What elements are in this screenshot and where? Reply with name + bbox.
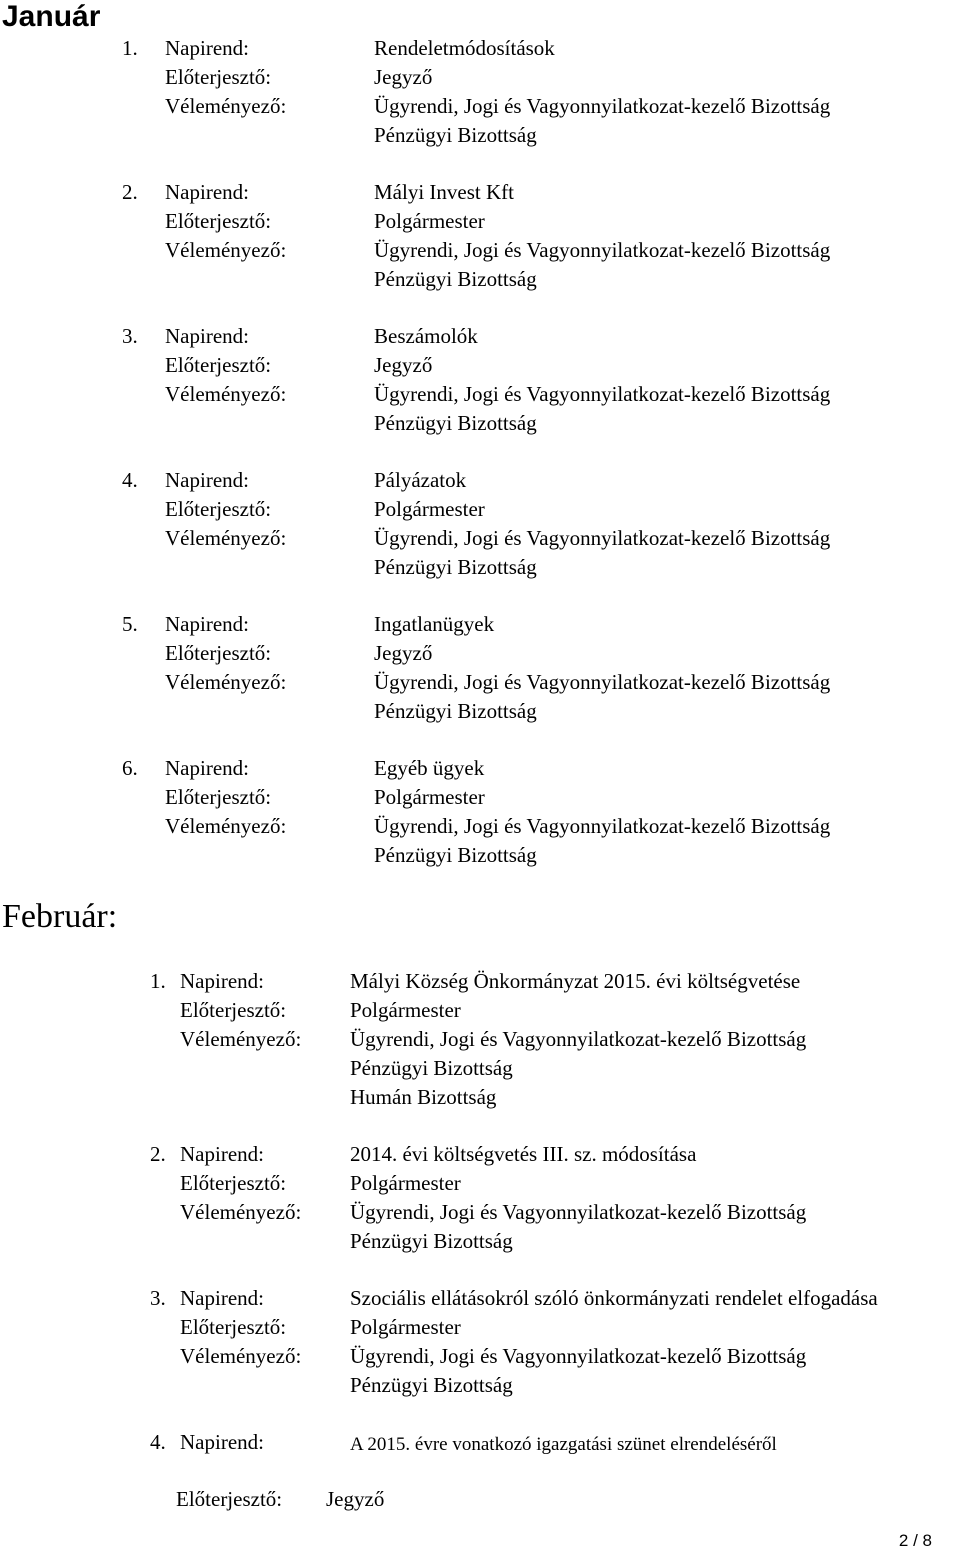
velemenyezo-value: Humán Bizottság	[350, 1085, 497, 1109]
velemenyezo-label: Véleményező:	[165, 382, 287, 406]
velemenyezo-label: Véleményező:	[180, 1027, 302, 1051]
eloterjeszto-label: Előterjesztő:	[180, 1171, 287, 1195]
agenda-topic: Mályi Község Önkormányzat 2015. évi költségvetése	[350, 969, 801, 993]
item-number: 3.	[122, 324, 138, 348]
velemenyezo-value: Pénzügyi Bizottság	[374, 699, 537, 723]
eloterjeszto-label: Előterjesztő:	[165, 641, 272, 665]
agenda-topic: Beszámolók	[374, 324, 478, 348]
velemenyezo-value: Pénzügyi Bizottság	[374, 411, 537, 435]
eloterjeszto-value: Polgármester	[350, 998, 461, 1022]
agenda-topic: Mályi Invest Kft	[374, 180, 514, 204]
item-number: 3.	[150, 1286, 166, 1310]
eloterjeszto-value: Jegyző	[374, 641, 433, 665]
eloterjeszto-value: Jegyző	[374, 353, 433, 377]
eloterjeszto-label: Előterjesztő:	[165, 209, 272, 233]
page-number: 2 / 8	[898, 1531, 932, 1550]
eloterjeszto-label: Előterjesztő:	[165, 785, 272, 809]
item-number: 1.	[122, 36, 138, 60]
eloterjeszto-label: Előterjesztő:	[180, 1315, 287, 1339]
agenda-topic: Pályázatok	[374, 468, 467, 492]
velemenyezo-label: Véleményező:	[180, 1344, 302, 1368]
velemenyezo-value: Pénzügyi Bizottság	[374, 555, 537, 579]
item-number: 5.	[122, 612, 138, 636]
velemenyezo-value: Pénzügyi Bizottság	[350, 1229, 513, 1253]
velemenyezo-value: Ügyrendi, Jogi és Vagyonnyilatkozat-kezelő Bizottság	[350, 1200, 807, 1224]
napirend-label: Napirend:	[165, 324, 249, 348]
velemenyezo-label: Véleményező:	[165, 94, 287, 118]
eloterjeszto-value: Jegyző	[326, 1487, 385, 1511]
velemenyezo-label: Véleményező:	[165, 670, 287, 694]
napirend-label: Napirend:	[180, 969, 264, 993]
napirend-label: Napirend:	[180, 1142, 264, 1166]
velemenyezo-value: Ügyrendi, Jogi és Vagyonnyilatkozat-kezelő Bizottság	[350, 1027, 807, 1051]
january-heading: Január	[2, 0, 101, 33]
napirend-label: Napirend:	[165, 180, 249, 204]
agenda-topic: A 2015. évre vonatkozó igazgatási szünet elrendeléséről	[350, 1434, 777, 1455]
napirend-label: Napirend:	[180, 1430, 264, 1454]
item-number: 4.	[150, 1430, 166, 1454]
napirend-label: Napirend:	[165, 612, 249, 636]
napirend-label: Napirend:	[165, 756, 249, 780]
velemenyezo-value: Ügyrendi, Jogi és Vagyonnyilatkozat-kezelő Bizottság	[374, 670, 831, 694]
eloterjeszto-label: Előterjesztő:	[165, 497, 272, 521]
february-heading: Február:	[2, 898, 118, 935]
velemenyezo-value: Ügyrendi, Jogi és Vagyonnyilatkozat-kezelő Bizottság	[374, 814, 831, 838]
velemenyezo-value: Pénzügyi Bizottság	[350, 1056, 513, 1080]
agenda-topic: Egyéb ügyek	[374, 756, 485, 780]
napirend-label: Napirend:	[165, 36, 249, 60]
eloterjeszto-value: Polgármester	[374, 209, 485, 233]
agenda-topic: 2014. évi költségvetés III. sz. módosítása	[350, 1142, 697, 1166]
eloterjeszto-value: Jegyző	[374, 65, 433, 89]
eloterjeszto-value: Polgármester	[350, 1315, 461, 1339]
velemenyezo-label: Véleményező:	[165, 814, 287, 838]
velemenyezo-value: Pénzügyi Bizottság	[350, 1373, 513, 1397]
velemenyezo-label: Véleményező:	[180, 1200, 302, 1224]
item-number: 1.	[150, 969, 166, 993]
velemenyezo-value: Ügyrendi, Jogi és Vagyonnyilatkozat-kezelő Bizottság	[374, 382, 831, 406]
agenda-topic: Rendeletmódosítások	[374, 36, 555, 60]
agenda-topic: Ingatlanügyek	[374, 612, 495, 636]
item-number: 2.	[150, 1142, 166, 1166]
napirend-label: Napirend:	[180, 1286, 264, 1310]
agenda-topic: Szociális ellátásokról szóló önkormányzati rendelet elfogadása	[350, 1286, 878, 1310]
velemenyezo-label: Véleményező:	[165, 526, 287, 550]
velemenyezo-value: Ügyrendi, Jogi és Vagyonnyilatkozat-kezelő Bizottság	[374, 526, 831, 550]
eloterjeszto-value: Polgármester	[374, 785, 485, 809]
velemenyezo-value: Pénzügyi Bizottság	[374, 123, 537, 147]
velemenyezo-value: Ügyrendi, Jogi és Vagyonnyilatkozat-kezelő Bizottság	[374, 94, 831, 118]
velemenyezo-value: Pénzügyi Bizottság	[374, 843, 537, 867]
velemenyezo-value: Pénzügyi Bizottság	[374, 267, 537, 291]
eloterjeszto-label: Előterjesztő:	[165, 65, 272, 89]
eloterjeszto-value: Polgármester	[350, 1171, 461, 1195]
item-number: 2.	[122, 180, 138, 204]
item-number: 6.	[122, 756, 138, 780]
item-number: 4.	[122, 468, 138, 492]
eloterjeszto-value: Polgármester	[374, 497, 485, 521]
eloterjeszto-label: Előterjesztő:	[180, 998, 287, 1022]
napirend-label: Napirend:	[165, 468, 249, 492]
velemenyezo-value: Ügyrendi, Jogi és Vagyonnyilatkozat-kezelő Bizottság	[350, 1344, 807, 1368]
eloterjeszto-label: Előterjesztő:	[165, 353, 272, 377]
eloterjeszto-label: Előterjesztő:	[176, 1487, 283, 1511]
velemenyezo-value: Ügyrendi, Jogi és Vagyonnyilatkozat-kezelő Bizottság	[374, 238, 831, 262]
velemenyezo-label: Véleményező:	[165, 238, 287, 262]
